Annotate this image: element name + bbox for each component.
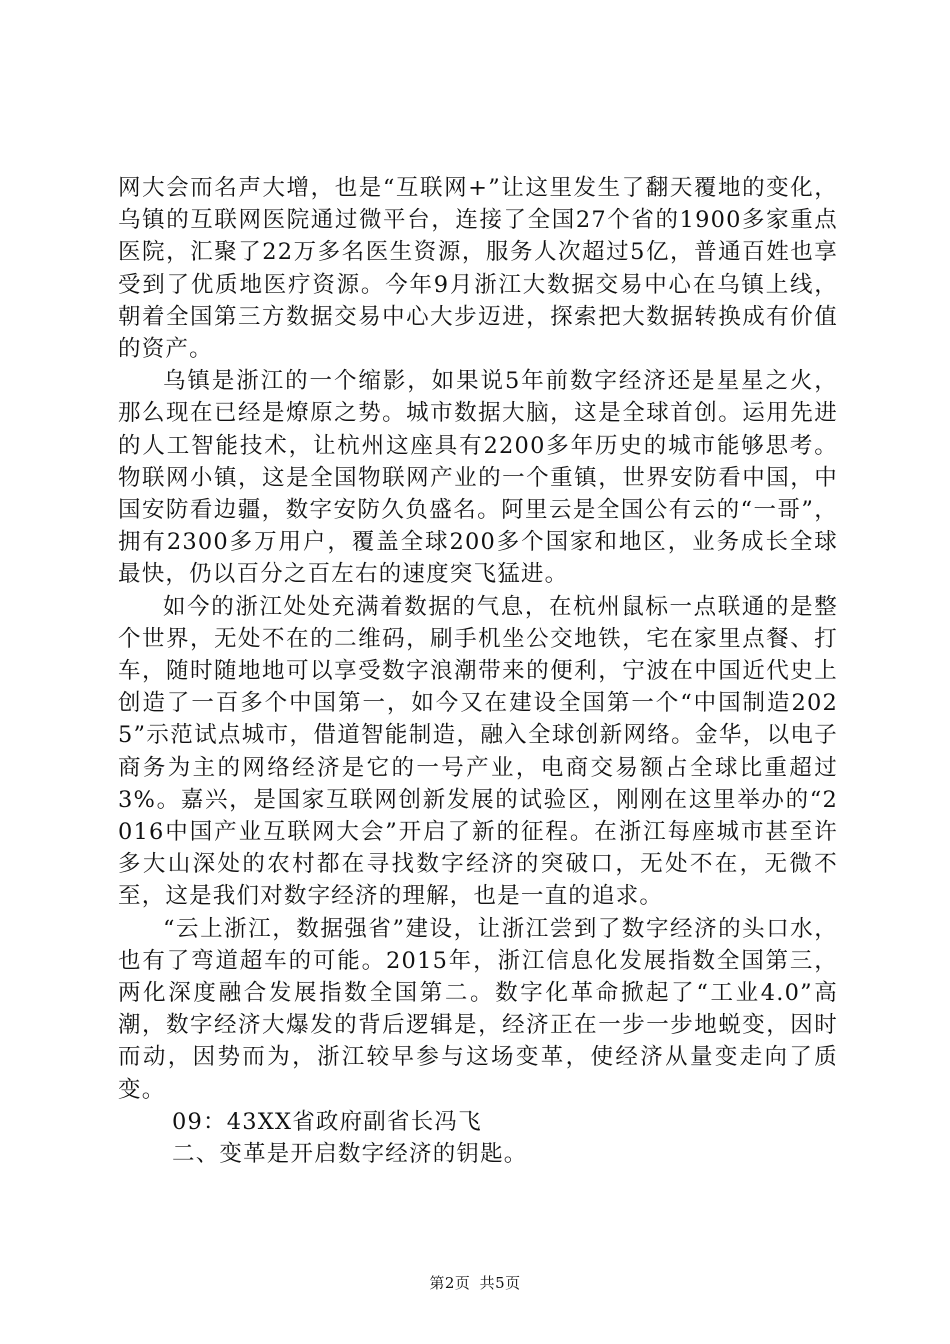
section-heading: 二、变革是开启数字经济的钥匙。 — [172, 1141, 528, 1168]
paragraph-cloud-zhejiang: “云上浙江，数据强省”建设，让浙江尝到了数字经济的头口水，也有了弯道超车的可能。2015年，浙江信息化发展指数全国第三，两化深度融合发展指数全国第二。数字化革命掀起了“工业4.0”高潮，数字经济大爆发的背后逻辑是，经济正在一步一步地蜕变，因时而动，因势而为，浙江较早参与这场变革，使经济从量变走向了质变。 — [118, 915, 838, 1103]
page-total: 共5页 — [479, 1274, 521, 1292]
timestamp-speaker-line: 09：43XX省政府副省长冯飞 — [172, 1108, 482, 1135]
paragraph-data-atmosphere: 如今的浙江处处充满着数据的气息，在杭州鼠标一点联通的是整个世界，无处不在的二维码，刷手机坐公交地铁，宅在家里点餐、打车，随时随地地可以享受数字浪潮带来的便利，宁波在中国近代史上创造了一百多个中国第一，如今又在建设全国第一个“中国制造2025”示范试点城市，借道智能制造，融入全球创新网络。金华，以电子商务为主的网络经济是它的一号产业，电商交易额占全球比重超过3%。嘉兴，是国家互联网创新发展的试验区，刚刚在这里举办的“2016中国产业互联网大会”开启了新的征程。在浙江每座城市甚至许多大山深处的农村都在寻找数字经济的突破口，无处不在，无微不至，这是我们对数字经济的理解，也是一直的追求。 — [118, 593, 838, 910]
document-body — [118, 172, 838, 1170]
page-footer — [0, 1272, 950, 1293]
page-number: 第2页 — [429, 1274, 471, 1292]
paragraph-continued: 网大会而名声大增，也是“互联网+”让这里发生了翻天覆地的变化，乌镇的互联网医院通过微平台，连接了全国27个省的1900多家重点医院，汇聚了22万多名医生资源，服务人次超过5亿，普通百姓也享受到了优质地医疗资源。今年9月浙江大数据交易中心在乌镇上线，朝着全国第三方数据交易中心大步迈进，探索把大数据转换成有价值的资产。 — [118, 175, 838, 363]
paragraph-wuzhen: 乌镇是浙江的一个缩影，如果说5年前数字经济还是星星之火，那么现在已经是燎原之势。城市数据大脑，这是全球首创。运用先进的人工智能技术，让杭州这座具有2200多年历史的城市能够思考。物联网小镇，这是全国物联网产业的一个重镇，世界安防看中国，中国安防看边疆，数字安防久负盛名。阿里云是全国公有云的“一哥”，拥有2300多万用户，覆盖全球200多个国家和地区，业务成长全球最快，仍以百分之百左右的速度突飞猛进。 — [118, 368, 838, 588]
